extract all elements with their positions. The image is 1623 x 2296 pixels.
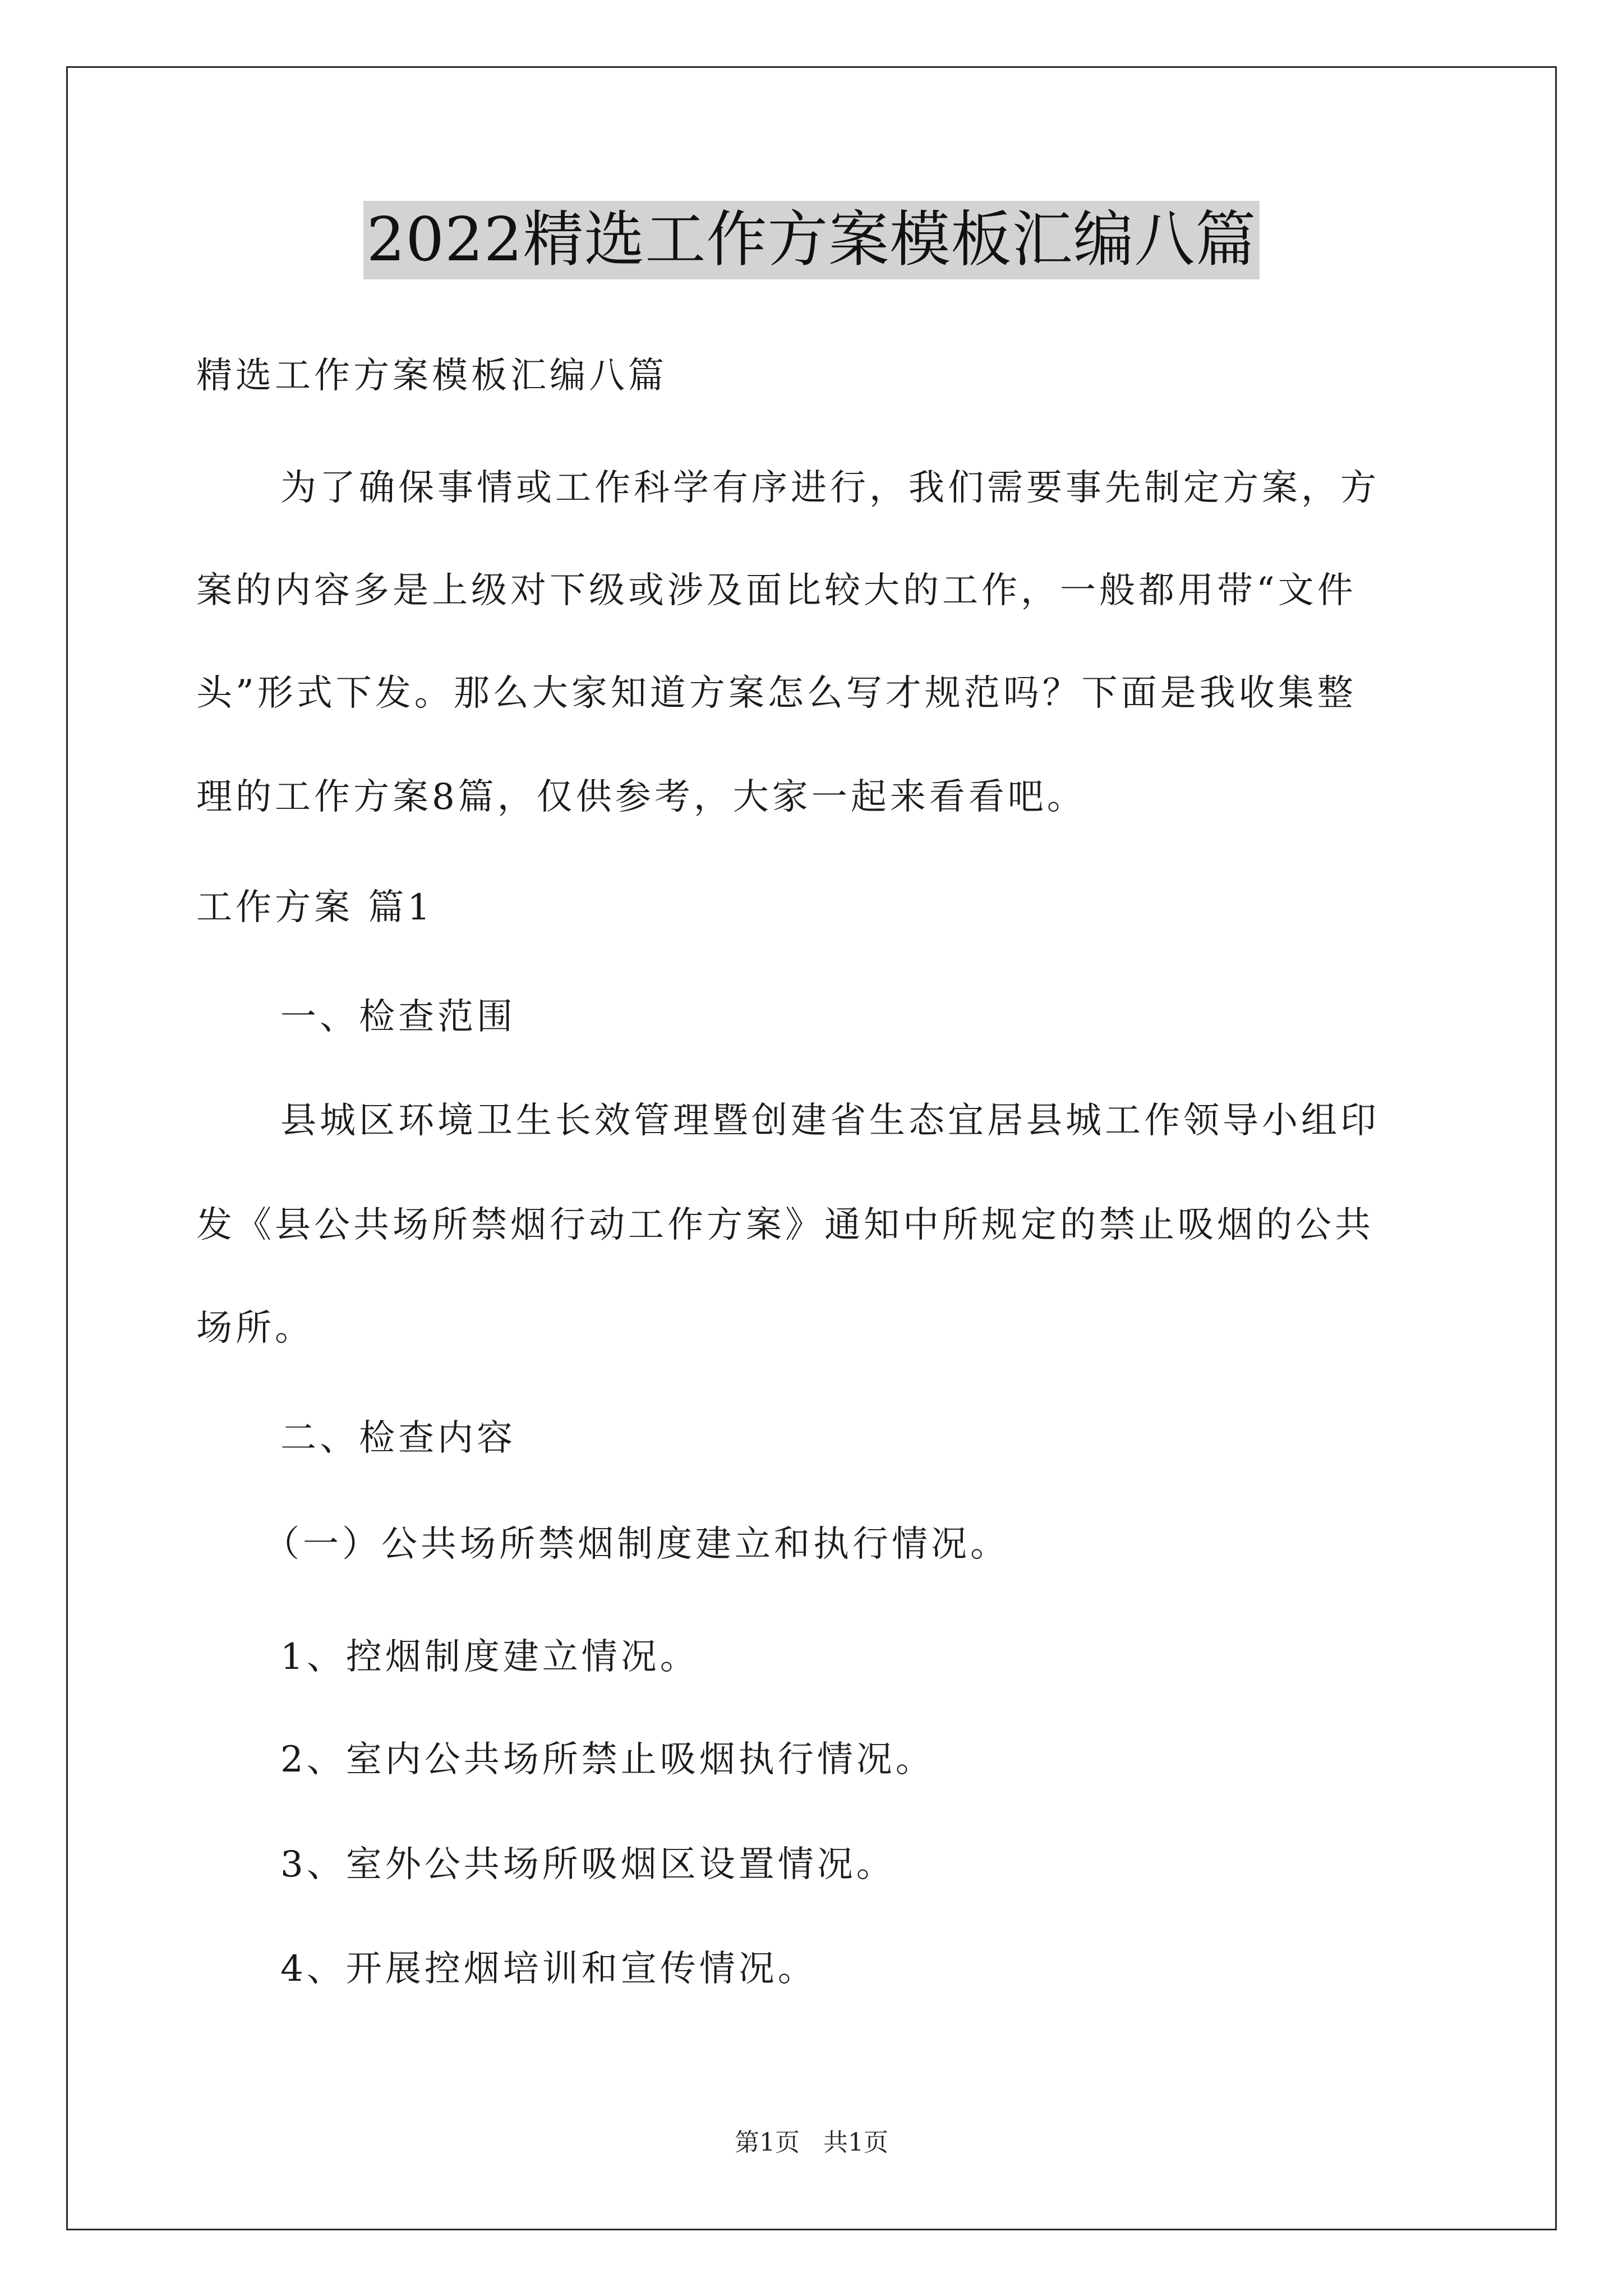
item1-heading: 一、检查范围 [280, 996, 516, 1038]
intro-line-2: 案的内容多是上级对下级或涉及面比较大的工作，一般都用带“文件 [196, 570, 1357, 611]
sub-item-1: （一）公共场所禁烟制度建立和执行情况。 [264, 1524, 1009, 1565]
list-item: 2、室内公共场所禁止吸烟执行情况。 [280, 1739, 935, 1780]
title-container [0, 201, 1623, 279]
intro-line-4: 理的工作方案8篇，仅供参考，大家一起来看看吧。 [196, 776, 1086, 818]
document-title: 2022精选工作方案模板汇编八篇 [363, 201, 1260, 279]
item1-body-line-1: 县城区环境卫生长效管理暨创建省生态宜居县城工作领导小组印 [280, 1100, 1380, 1142]
list-item: 4、开展控烟培训和宣传情况。 [280, 1948, 817, 1990]
item1-body-line-3: 场所。 [196, 1308, 314, 1349]
list-item: 3、室外公共场所吸烟区设置情况。 [280, 1844, 896, 1885]
page-footer [0, 2126, 1623, 2160]
intro-line-3: 头”形式下发。那么大家知道方案怎么写才规范吗？下面是我收集整 [196, 673, 1357, 714]
document-subtitle: 精选工作方案模板汇编八篇 [196, 355, 667, 397]
list-item: 1、控烟制度建立情况。 [280, 1636, 699, 1678]
section-heading: 工作方案 篇1 [196, 887, 434, 928]
item2-heading: 二、检查内容 [280, 1418, 516, 1459]
page-total: 共1页 [823, 2128, 888, 2157]
page-number: 第1页 [735, 2128, 800, 2157]
intro-line-1: 为了确保事情或工作科学有序进行，我们需要事先制定方案，方 [280, 467, 1380, 509]
item1-body-line-2: 发《县公共场所禁烟行动工作方案》通知中所规定的禁止吸烟的公共 [196, 1204, 1374, 1246]
